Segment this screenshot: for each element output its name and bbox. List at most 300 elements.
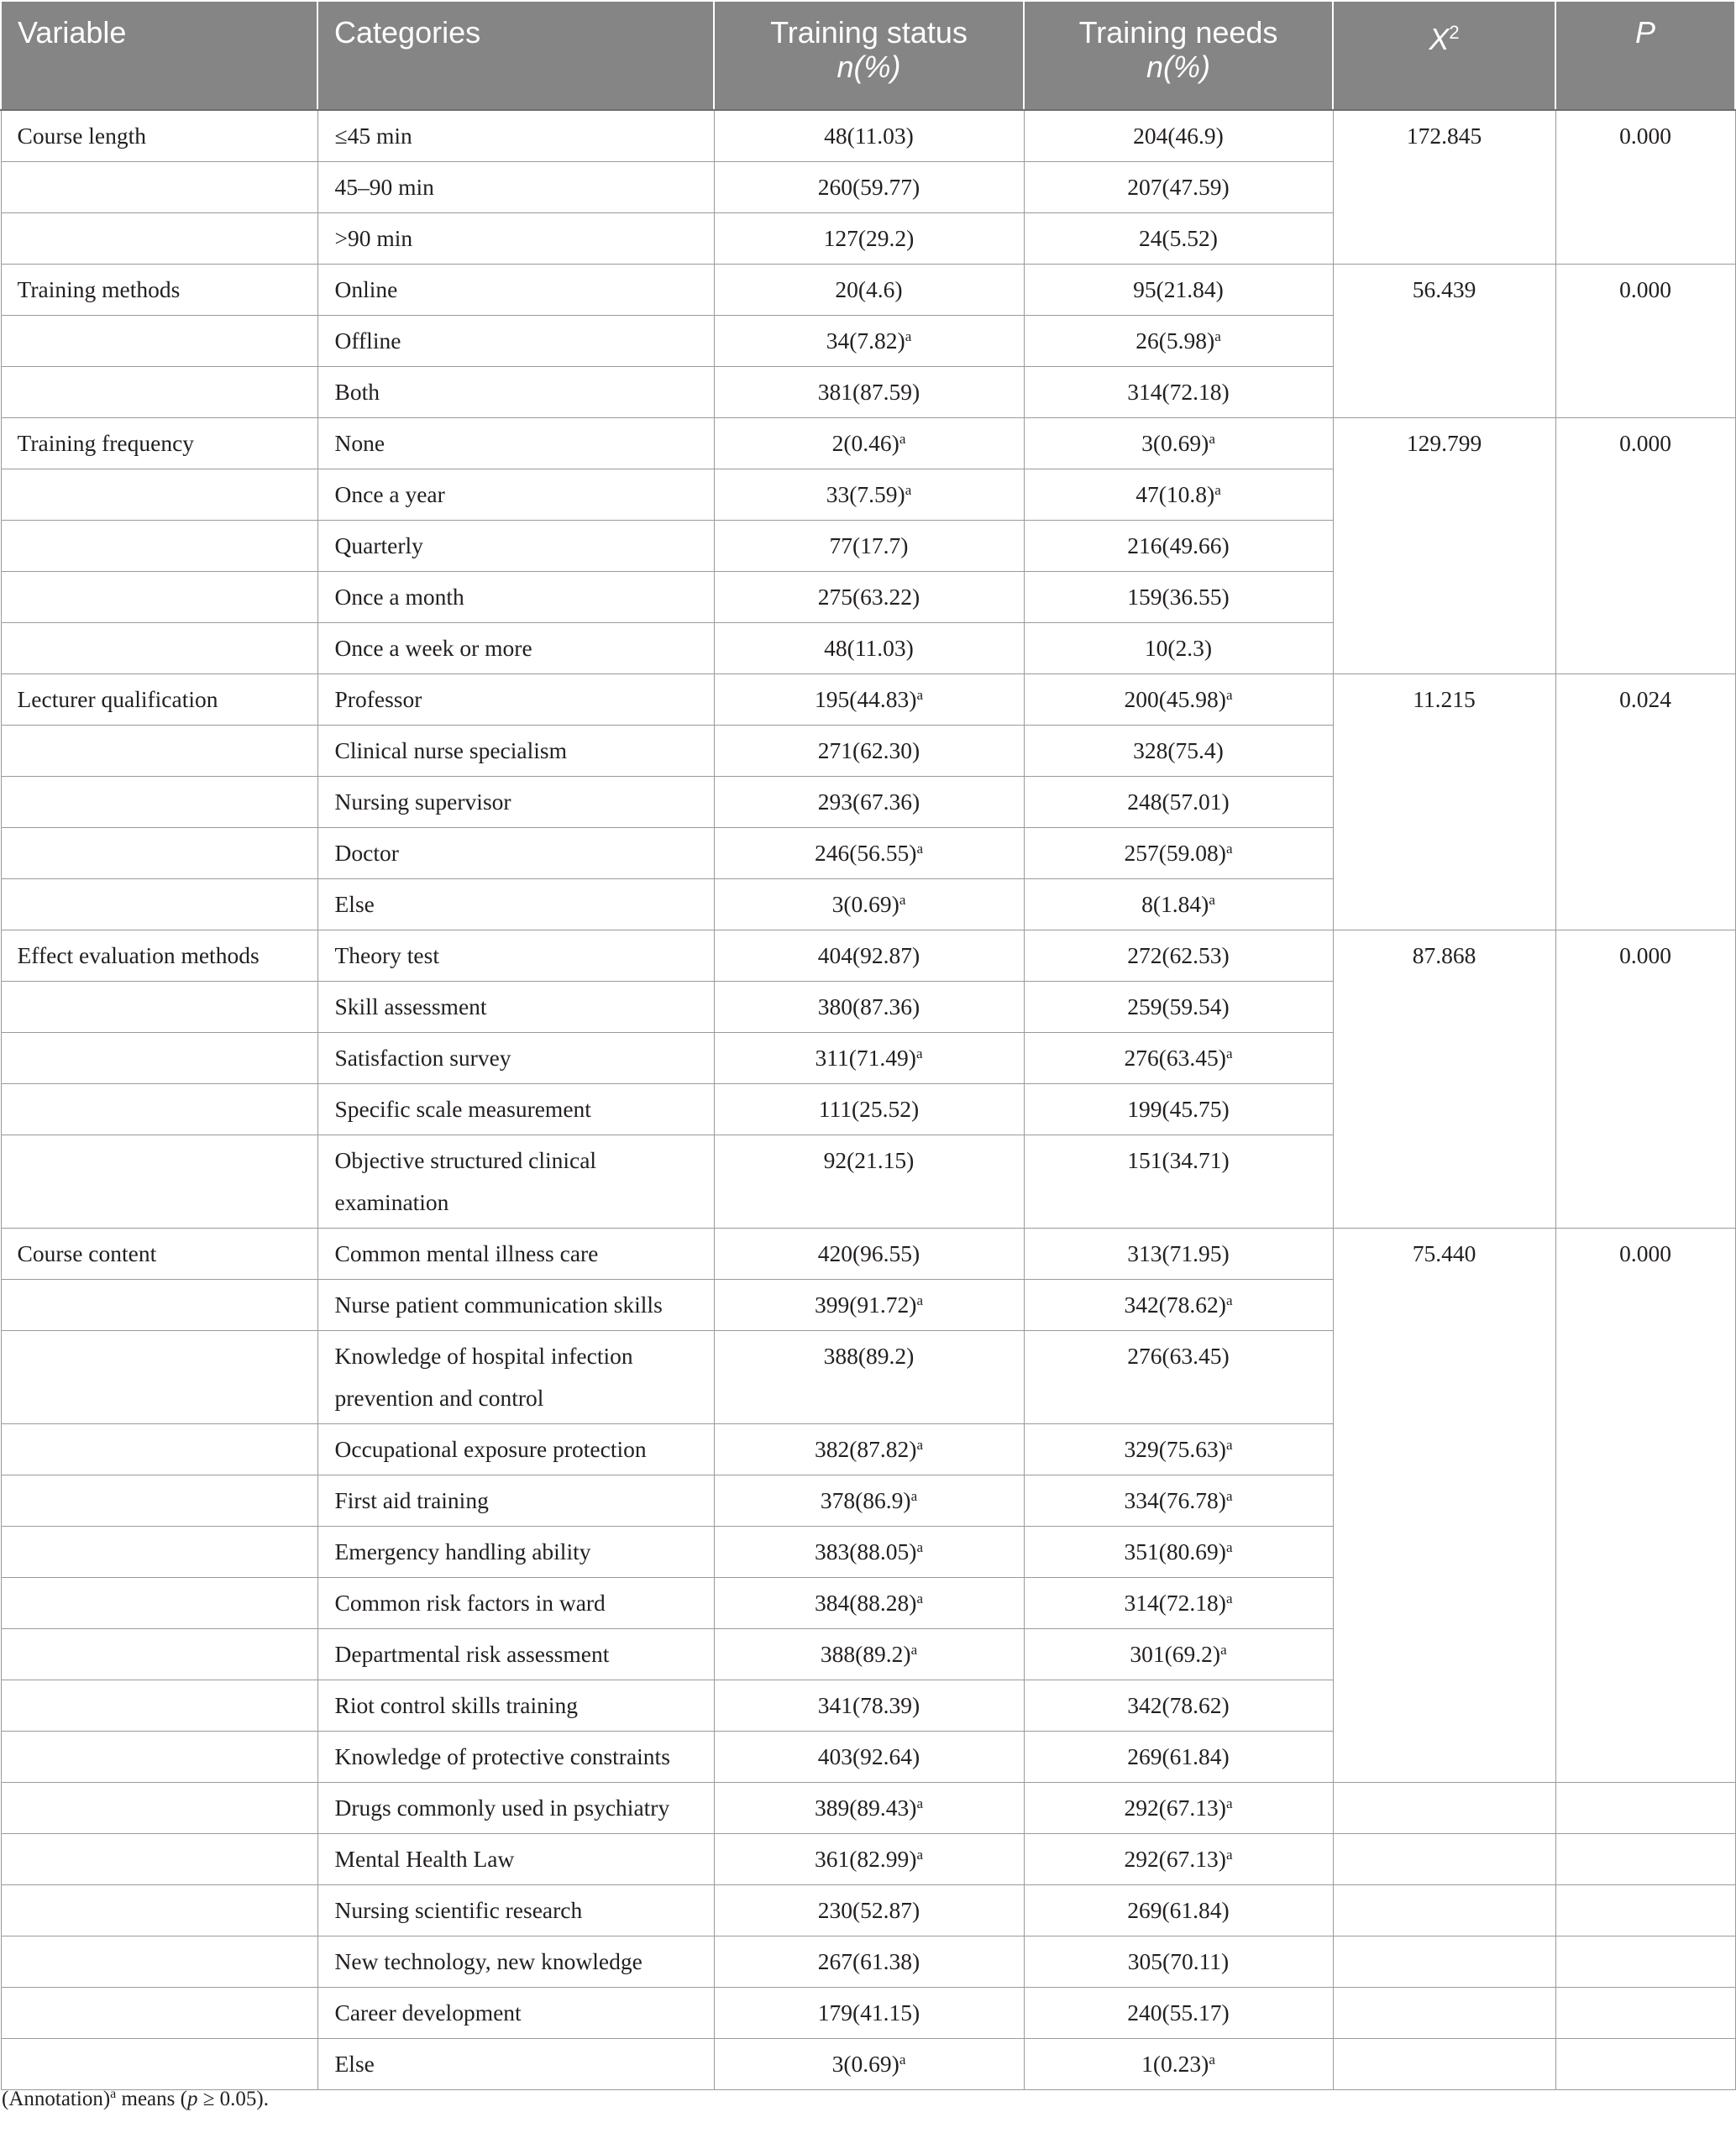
training-status-cell	[714, 264, 1024, 315]
category-cell-text: ≤45 min	[334, 123, 412, 149]
training-status-cell	[714, 1884, 1024, 1936]
training-needs-cell	[1024, 1936, 1333, 1987]
training-status-cell	[714, 1782, 1024, 1833]
training-status-cell-text: 382(87.82)	[815, 1435, 917, 1462]
header-categories: Categories	[317, 1, 714, 110]
training-status-cell	[714, 520, 1024, 571]
table-row	[1, 1987, 1735, 2038]
variable-cell	[1, 1228, 317, 1279]
training-status-cell	[714, 1936, 1024, 1987]
category-cell	[317, 2038, 714, 2089]
training-status-cell	[714, 622, 1024, 673]
category-cell-text: Nursing supervisor	[334, 788, 511, 815]
category-cell	[317, 1628, 714, 1680]
p-value-cell-text: 0.000	[1619, 429, 1671, 456]
significance-mark: a	[916, 840, 923, 857]
category-cell-text: Once a month	[334, 583, 464, 610]
significance-mark: a	[916, 1795, 923, 1811]
significance-mark: a	[1225, 1590, 1233, 1606]
category-cell-text: Riot control skills training	[334, 1691, 579, 1718]
training-needs-cell-text: 159(36.55)	[1127, 583, 1230, 610]
training-status-cell	[714, 981, 1024, 1032]
category-cell-text: Departmental risk assessment	[334, 1640, 610, 1667]
training-needs-cell-text: 204(46.9)	[1133, 123, 1224, 149]
variable-cell	[1, 366, 317, 417]
category-cell-text: Career development	[334, 1999, 522, 2026]
training-status-cell	[714, 1083, 1024, 1135]
training-status-cell-text: 388(89.2)	[820, 1640, 911, 1667]
table-row	[1, 1936, 1735, 1987]
training-needs-cell	[1024, 827, 1333, 878]
significance-mark: a	[916, 1292, 923, 1308]
training-status-cell	[714, 1032, 1024, 1083]
variable-cell	[1, 315, 317, 366]
variable-cell-text: Course length	[17, 123, 147, 149]
header-training-status-unit: n(%)	[837, 50, 901, 84]
p-value-cell	[1555, 1936, 1735, 1987]
category-cell	[317, 571, 714, 622]
significance-mark: a	[1225, 1795, 1233, 1811]
header-training-status	[714, 1, 1024, 110]
category-cell	[317, 776, 714, 827]
training-status-cell-text: 179(41.15)	[817, 1999, 920, 2026]
category-cell	[317, 1577, 714, 1628]
header-training-needs-label: Training needs	[1078, 15, 1278, 50]
category-cell	[317, 673, 714, 725]
category-cell	[317, 1884, 714, 1936]
training-needs-cell-text: 342(78.62)	[1127, 1691, 1230, 1718]
training-needs-cell-text: 342(78.62)	[1124, 1291, 1226, 1318]
training-needs-cell-text: 95(21.84)	[1133, 275, 1224, 302]
significance-mark: a	[1220, 1641, 1227, 1658]
significance-mark: a	[1225, 686, 1233, 703]
category-cell	[317, 1475, 714, 1526]
variable-cell-text: Lecturer qualification	[17, 685, 218, 712]
variable-cell	[1, 417, 317, 469]
category-cell	[317, 725, 714, 776]
significance-mark: a	[910, 1641, 918, 1658]
training-needs-cell-text: 1(0.23)	[1141, 2050, 1209, 2077]
training-status-cell	[714, 366, 1024, 417]
variable-cell	[1, 1884, 317, 1936]
significance-mark: a	[916, 1590, 923, 1606]
chi-square-cell-text: 11.215	[1413, 685, 1476, 712]
category-cell-text: Drugs commonly used in psychiatry	[334, 1794, 670, 1821]
training-status-cell	[714, 1577, 1024, 1628]
category-cell-text: 45–90 min	[334, 173, 434, 200]
variable-cell-text: Effect evaluation methods	[17, 941, 260, 968]
significance-mark: a	[916, 686, 923, 703]
training-needs-cell	[1024, 1032, 1333, 1083]
training-needs-cell	[1024, 930, 1333, 981]
training-status-cell	[714, 1628, 1024, 1680]
training-needs-cell-text: 10(2.3)	[1144, 634, 1213, 661]
category-cell-text: Knowledge of protective constraints	[334, 1743, 670, 1769]
significance-mark: a	[1225, 1846, 1233, 1863]
variable-cell	[1, 161, 317, 212]
training-needs-cell-text: 329(75.63)	[1124, 1435, 1226, 1462]
training-status-cell-text: 361(82.99)	[815, 1845, 917, 1872]
training-needs-cell-text: 269(61.84)	[1127, 1743, 1230, 1769]
training-needs-cell	[1024, 1526, 1333, 1577]
training-status-cell-text: 3(0.69)	[831, 2050, 899, 2077]
training-needs-cell-text: 305(70.11)	[1127, 1947, 1230, 1974]
variable-cell	[1, 110, 317, 161]
variable-cell	[1, 1628, 317, 1680]
category-cell-text: Doctor	[334, 839, 399, 866]
variable-cell	[1, 1279, 317, 1330]
table-row	[1, 930, 1735, 981]
chi-square-cell-text: 129.799	[1406, 429, 1482, 456]
category-cell	[317, 110, 714, 161]
training-needs-cell-text: 216(49.66)	[1127, 532, 1230, 558]
category-cell	[317, 1279, 714, 1330]
p-value-cell	[1555, 1833, 1735, 1884]
footnote-prefix: (Annotation)	[2, 2088, 111, 2110]
training-status-cell-text: 127(29.2)	[823, 224, 915, 251]
category-cell	[317, 264, 714, 315]
training-status-cell-text: 48(11.03)	[824, 123, 914, 149]
training-needs-cell-text: 334(76.78)	[1124, 1486, 1226, 1513]
category-cell-text: Emergency handling ability	[334, 1538, 591, 1564]
category-cell-text: Nurse patient communication skills	[334, 1291, 663, 1318]
p-value-cell-text: 0.000	[1619, 941, 1671, 968]
category-cell	[317, 520, 714, 571]
table-row	[1, 673, 1735, 725]
category-cell	[317, 1936, 714, 1987]
training-needs-cell	[1024, 520, 1333, 571]
variable-cell	[1, 981, 317, 1032]
variable-cell	[1, 930, 317, 981]
significance-mark: a	[1225, 1487, 1233, 1504]
significance-mark: a	[1214, 481, 1221, 498]
category-cell-text: >90 min	[334, 224, 413, 251]
training-needs-cell-text: 199(45.75)	[1127, 1095, 1230, 1122]
table-footnote	[2, 2088, 269, 2111]
significance-mark: a	[899, 2051, 906, 2067]
header-p	[1555, 1, 1735, 110]
significance-mark: a	[1225, 1292, 1233, 1308]
training-status-cell	[714, 1833, 1024, 1884]
training-status-cell	[714, 571, 1024, 622]
table-row	[1, 1833, 1735, 1884]
p-value-cell	[1555, 417, 1735, 673]
training-needs-cell	[1024, 2038, 1333, 2089]
category-cell	[317, 1083, 714, 1135]
category-cell	[317, 469, 714, 520]
chi-square-cell	[1333, 417, 1555, 673]
variable-cell	[1, 1936, 317, 1987]
category-cell	[317, 1731, 714, 1782]
training-needs-cell	[1024, 1475, 1333, 1526]
training-status-cell	[714, 161, 1024, 212]
training-needs-cell	[1024, 1628, 1333, 1680]
training-needs-cell	[1024, 776, 1333, 827]
p-value-cell	[1555, 2038, 1735, 2089]
significance-mark: a	[1225, 840, 1233, 857]
header-chi-square	[1333, 1, 1555, 110]
table-row	[1, 110, 1735, 161]
variable-cell	[1, 622, 317, 673]
chi-square-cell-text: 87.868	[1412, 941, 1476, 968]
significance-mark: a	[905, 481, 912, 498]
training-status-cell-text: 20(4.6)	[835, 275, 903, 302]
variable-cell-text: Course content	[17, 1239, 157, 1266]
training-status-cell	[714, 1987, 1024, 2038]
category-cell-text: Else	[334, 2050, 375, 2077]
training-needs-cell-text: 240(55.17)	[1127, 1999, 1230, 2026]
training-status-cell	[714, 725, 1024, 776]
training-needs-cell	[1024, 1423, 1333, 1475]
category-cell	[317, 622, 714, 673]
header-variable: Variable	[1, 1, 317, 110]
chi-square-cell	[1333, 110, 1555, 264]
variable-cell	[1, 469, 317, 520]
training-needs-cell	[1024, 1833, 1333, 1884]
category-cell	[317, 212, 714, 264]
training-needs-cell-text: 248(57.01)	[1127, 788, 1230, 815]
training-status-cell	[714, 776, 1024, 827]
variable-cell	[1, 520, 317, 571]
training-needs-cell	[1024, 878, 1333, 930]
variable-cell	[1, 571, 317, 622]
category-cell	[317, 1833, 714, 1884]
table-row	[1, 264, 1735, 315]
training-needs-cell	[1024, 1884, 1333, 1936]
training-status-cell-text: 271(62.30)	[817, 736, 920, 763]
category-cell-text: Professor	[334, 685, 422, 712]
training-needs-cell	[1024, 1279, 1333, 1330]
training-status-cell-text: 3(0.69)	[831, 890, 899, 917]
category-cell	[317, 366, 714, 417]
footnote-middle: means (	[116, 2088, 187, 2110]
training-status-cell	[714, 1680, 1024, 1731]
category-cell	[317, 878, 714, 930]
significance-mark: a	[916, 1436, 923, 1453]
variable-cell-text: Training methods	[17, 275, 181, 302]
category-cell	[317, 827, 714, 878]
training-status-cell	[714, 110, 1024, 161]
table-body	[1, 110, 1735, 2089]
category-cell	[317, 315, 714, 366]
footnote-p: p	[186, 2088, 198, 2110]
training-status-cell-text: 311(71.49)	[815, 1044, 916, 1071]
category-cell	[317, 1987, 714, 2038]
training-needs-cell-text: 313(71.95)	[1127, 1239, 1230, 1266]
training-needs-cell-text: 257(59.08)	[1124, 839, 1226, 866]
variable-cell	[1, 673, 317, 725]
training-status-cell	[714, 1228, 1024, 1279]
training-needs-cell-text: 8(1.84)	[1141, 890, 1209, 917]
chi-square-cell	[1333, 2038, 1555, 2089]
training-needs-cell	[1024, 1330, 1333, 1423]
variable-cell	[1, 725, 317, 776]
significance-mark: a	[916, 1846, 923, 1863]
p-value-cell	[1555, 930, 1735, 1228]
category-cell-text: Knowledge of hospital infection prevention and control	[334, 1342, 633, 1411]
training-needs-cell-text: 276(63.45)	[1127, 1342, 1230, 1369]
training-status-cell	[714, 827, 1024, 878]
footnote-suffix: ≥ 0.05).	[197, 2088, 269, 2110]
category-cell	[317, 417, 714, 469]
training-status-cell	[714, 2038, 1024, 2089]
training-status-cell	[714, 212, 1024, 264]
variable-cell	[1, 827, 317, 878]
variable-cell-text: Training frequency	[17, 429, 195, 456]
table-row	[1, 1884, 1735, 1936]
training-needs-cell	[1024, 212, 1333, 264]
training-needs-cell	[1024, 1577, 1333, 1628]
category-cell	[317, 1423, 714, 1475]
training-status-cell	[714, 1423, 1024, 1475]
table-row	[1, 1782, 1735, 1833]
training-status-cell-text: 267(61.38)	[817, 1947, 920, 1974]
significance-mark: a	[915, 1045, 923, 1061]
variable-cell	[1, 1526, 317, 1577]
header-training-needs-unit: n(%)	[1146, 50, 1210, 84]
training-needs-cell-text: 301(69.2)	[1130, 1640, 1221, 1667]
training-needs-cell	[1024, 1135, 1333, 1228]
category-cell	[317, 930, 714, 981]
variable-cell	[1, 1577, 317, 1628]
training-status-cell-text: 77(17.7)	[829, 532, 909, 558]
p-value-cell-text: 0.000	[1619, 275, 1671, 302]
table-row	[1, 2038, 1735, 2089]
training-needs-cell-text: 314(72.18)	[1124, 1589, 1226, 1616]
training-status-cell-text: 403(92.64)	[817, 1743, 920, 1769]
chi-square-cell-text: 75.440	[1412, 1239, 1476, 1266]
category-cell-text: Common mental illness care	[334, 1239, 599, 1266]
significance-mark: a	[899, 891, 906, 908]
training-needs-cell	[1024, 315, 1333, 366]
training-needs-cell	[1024, 673, 1333, 725]
training-needs-cell	[1024, 110, 1333, 161]
p-value-cell-text: 0.000	[1619, 1239, 1671, 1266]
chi-square-cell	[1333, 1987, 1555, 2038]
category-cell-text: Clinical nurse specialism	[334, 736, 567, 763]
variable-cell	[1, 1833, 317, 1884]
training-status-cell-text: 260(59.77)	[817, 173, 920, 200]
category-cell-text: Specific scale measurement	[334, 1095, 591, 1122]
variable-cell	[1, 776, 317, 827]
category-cell-text: Once a week or more	[334, 634, 532, 661]
chi-square-cell-text: 56.439	[1412, 275, 1476, 302]
training-status-cell	[714, 1135, 1024, 1228]
training-status-cell-text: 34(7.82)	[826, 327, 905, 354]
category-cell	[317, 1228, 714, 1279]
training-status-cell-text: 195(44.83)	[815, 685, 917, 712]
significance-mark: a	[905, 328, 912, 344]
category-cell-text: Theory test	[334, 941, 439, 968]
category-cell	[317, 1680, 714, 1731]
p-value-cell	[1555, 673, 1735, 930]
header-chi-symbol: X	[1429, 22, 1450, 56]
p-value-cell-text: 0.024	[1619, 685, 1671, 712]
training-needs-cell-text: 269(61.84)	[1127, 1896, 1230, 1923]
training-status-cell-text: 33(7.59)	[826, 480, 905, 507]
chi-square-cell	[1333, 930, 1555, 1228]
training-needs-cell-text: 272(62.53)	[1127, 941, 1230, 968]
chi-square-cell	[1333, 1833, 1555, 1884]
training-status-cell	[714, 315, 1024, 366]
significance-mark: a	[899, 430, 906, 447]
variable-cell	[1, 1423, 317, 1475]
variable-cell	[1, 264, 317, 315]
category-cell-text: Nursing scientific research	[334, 1896, 583, 1923]
training-status-cell	[714, 930, 1024, 981]
header-chi-exponent: 2	[1449, 22, 1460, 43]
training-status-cell	[714, 673, 1024, 725]
significance-mark: a	[1225, 1538, 1233, 1555]
training-needs-cell-text: 151(34.71)	[1127, 1146, 1230, 1173]
training-status-cell	[714, 1279, 1024, 1330]
training-needs-cell	[1024, 1680, 1333, 1731]
training-status-cell-text: 383(88.05)	[815, 1538, 917, 1564]
variable-cell	[1, 1731, 317, 1782]
training-needs-cell	[1024, 1782, 1333, 1833]
p-value-cell-text: 0.000	[1619, 123, 1671, 149]
training-status-cell	[714, 1330, 1024, 1423]
header-p-label: P	[1634, 15, 1655, 50]
variable-cell	[1, 212, 317, 264]
variable-cell	[1, 1135, 317, 1228]
training-needs-cell	[1024, 1083, 1333, 1135]
training-status-cell	[714, 1526, 1024, 1577]
training-status-cell	[714, 1731, 1024, 1782]
category-cell-text: Occupational exposure protection	[334, 1435, 647, 1462]
training-status-cell-text: 293(67.36)	[817, 788, 920, 815]
training-needs-cell	[1024, 571, 1333, 622]
p-value-cell	[1555, 1228, 1735, 1782]
training-status-cell-text: 404(92.87)	[817, 941, 920, 968]
training-needs-cell-text: 207(47.59)	[1127, 173, 1230, 200]
chi-square-cell	[1333, 1228, 1555, 1782]
chi-square-cell	[1333, 1782, 1555, 1833]
training-needs-cell	[1024, 981, 1333, 1032]
significance-mark: a	[1209, 2051, 1215, 2067]
category-cell	[317, 1526, 714, 1577]
variable-cell	[1, 1475, 317, 1526]
chi-square-cell	[1333, 1884, 1555, 1936]
variable-cell	[1, 1782, 317, 1833]
training-status-cell-text: 420(96.55)	[817, 1239, 920, 1266]
category-cell-text: Mental Health Law	[334, 1845, 515, 1872]
training-needs-cell-text: 47(10.8)	[1135, 480, 1215, 507]
variable-cell	[1, 1680, 317, 1731]
training-needs-cell	[1024, 366, 1333, 417]
training-needs-cell-text: 3(0.69)	[1141, 429, 1209, 456]
category-cell-text: New technology, new knowledge	[334, 1947, 642, 1974]
variable-cell	[1, 1083, 317, 1135]
category-cell-text: First aid training	[334, 1486, 489, 1513]
p-value-cell	[1555, 1782, 1735, 1833]
training-status-cell-text: 378(86.9)	[820, 1486, 911, 1513]
table-row	[1, 1228, 1735, 1279]
category-cell	[317, 1782, 714, 1833]
training-status-cell-text: 275(63.22)	[817, 583, 920, 610]
training-status-cell	[714, 417, 1024, 469]
significance-mark: a	[1209, 891, 1215, 908]
chi-square-cell	[1333, 264, 1555, 417]
training-needs-cell-text: 24(5.52)	[1139, 224, 1218, 251]
header-training-needs	[1024, 1, 1333, 110]
p-value-cell	[1555, 110, 1735, 264]
category-cell	[317, 1135, 714, 1228]
chi-square-cell	[1333, 1936, 1555, 1987]
training-needs-cell-text: 276(63.45)	[1124, 1044, 1226, 1071]
category-cell-text: Quarterly	[334, 532, 423, 558]
training-needs-cell-text: 292(67.13)	[1124, 1845, 1226, 1872]
